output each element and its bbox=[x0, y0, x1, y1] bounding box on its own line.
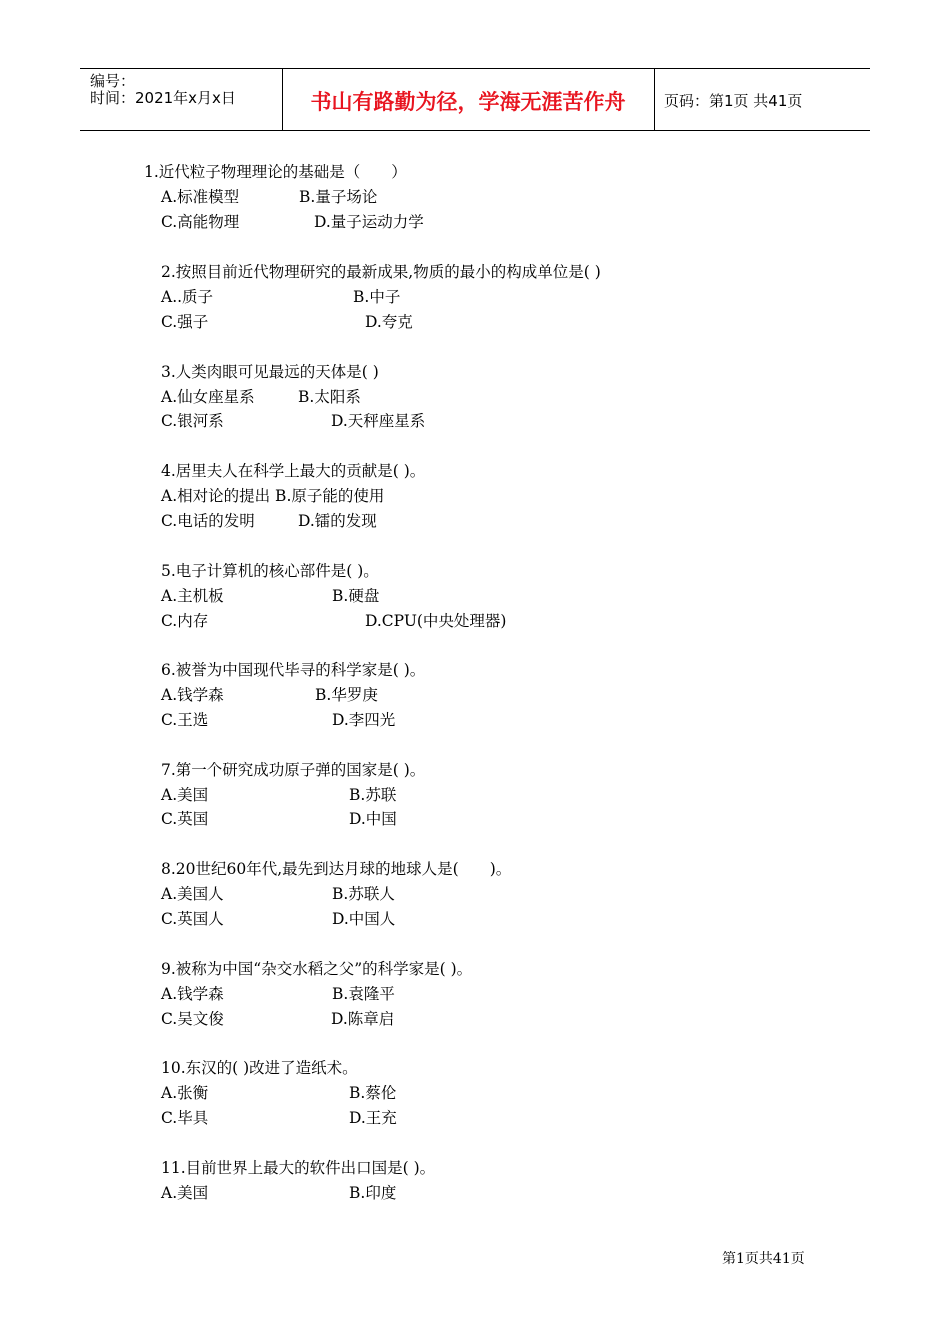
option-c: C.银河系 bbox=[161, 412, 224, 430]
option-d: D.中国人 bbox=[332, 910, 396, 928]
option-b: B.华罗庚 bbox=[315, 686, 378, 704]
question-stem: 7.第一个研究成功原子弹的国家是( )。 bbox=[161, 761, 426, 779]
question-stem: 11.目前世界上最大的软件出口国是( )。 bbox=[161, 1159, 436, 1177]
question-stem: 5.电子计算机的核心部件是( )。 bbox=[161, 562, 379, 580]
option-d: D.李四光 bbox=[332, 711, 396, 729]
option-b: B.苏联 bbox=[349, 786, 397, 804]
page-header bbox=[80, 68, 870, 131]
motto-text: 书山有路勤为径，学海无涯苦作舟 bbox=[310, 90, 626, 114]
question-stem: 4.居里夫人在科学上最大的贡献是( )。 bbox=[161, 462, 426, 480]
option-a: A.美国人 bbox=[161, 885, 224, 903]
question-stem: 1.近代粒子物理理论的基础是（ ） bbox=[144, 163, 407, 181]
option-c: C.英国人 bbox=[161, 910, 224, 928]
question-stem: 10.东汉的( )改进了造纸术。 bbox=[161, 1059, 358, 1077]
option-b: B.量子场论 bbox=[299, 188, 378, 206]
serial-number-label: 编号： bbox=[90, 72, 136, 90]
footer-page-number: 第1页共41页 bbox=[722, 1251, 805, 1267]
option-d: D.天秤座星系 bbox=[331, 412, 426, 430]
question-stem: 6.被誉为中国现代毕寻的科学家是( )。 bbox=[161, 661, 426, 679]
option-a: A.标准模型 bbox=[161, 188, 240, 206]
option-b: B.太阳系 bbox=[298, 388, 361, 406]
option-a: A.张衡 bbox=[161, 1084, 209, 1102]
option-a: A.主机板 bbox=[161, 587, 224, 605]
option-d: D.陈章启 bbox=[331, 1010, 395, 1028]
date-label: 时间：2021年x月x日 bbox=[90, 89, 236, 107]
option-c: C.英国 bbox=[161, 810, 209, 828]
option-a: A.美国 bbox=[161, 786, 209, 804]
option-a: A.钱学森 bbox=[161, 985, 224, 1003]
option-c: C.内存 bbox=[161, 612, 209, 630]
option-c: C.强子 bbox=[161, 313, 209, 331]
option-d: D.中国 bbox=[349, 810, 397, 828]
option-d: D.夸克 bbox=[365, 313, 413, 331]
question-stem: 9.被称为中国“杂交水稻之父”的科学家是( )。 bbox=[161, 960, 473, 978]
option-b: B.印度 bbox=[349, 1184, 397, 1202]
header-page-number: 页码：第1页 共41页 bbox=[664, 92, 803, 110]
option-b: B.苏联人 bbox=[332, 885, 395, 903]
option-a: A.仙女座星系 bbox=[161, 388, 255, 406]
option-a-b: A.相对论的提出 B.原子能的使用 bbox=[161, 487, 385, 505]
question-stem: 8.20世纪60年代,最先到达月球的地球人是( )。 bbox=[161, 860, 512, 878]
option-c: C.吴文俊 bbox=[161, 1010, 224, 1028]
option-a: A.美国 bbox=[161, 1184, 209, 1202]
header-page-cell bbox=[655, 69, 870, 130]
option-a: A..质子 bbox=[161, 288, 214, 306]
option-d: D.量子运动力学 bbox=[314, 213, 424, 231]
option-c: C.电话的发明 bbox=[161, 512, 255, 530]
option-b: B.硬盘 bbox=[332, 587, 380, 605]
option-c: C.王选 bbox=[161, 711, 209, 729]
header-motto-cell bbox=[282, 69, 655, 130]
option-d: D.镭的发现 bbox=[298, 512, 377, 530]
option-b: B.蔡伦 bbox=[349, 1084, 397, 1102]
option-b: B.袁隆平 bbox=[332, 985, 395, 1003]
header-meta-cell bbox=[80, 69, 283, 130]
option-d: D.CPU(中央处理器) bbox=[365, 612, 507, 630]
option-c: C.毕具 bbox=[161, 1109, 209, 1127]
question-stem: 3.人类肉眼可见最远的天体是( ) bbox=[161, 363, 379, 381]
option-a: A.钱学森 bbox=[161, 686, 224, 704]
option-c: C.高能物理 bbox=[161, 213, 240, 231]
question-stem: 2.按照目前近代物理研究的最新成果,物质的最小的构成单位是( ) bbox=[161, 263, 601, 281]
option-b: B.中子 bbox=[353, 288, 401, 306]
option-d: D.王充 bbox=[349, 1109, 397, 1127]
